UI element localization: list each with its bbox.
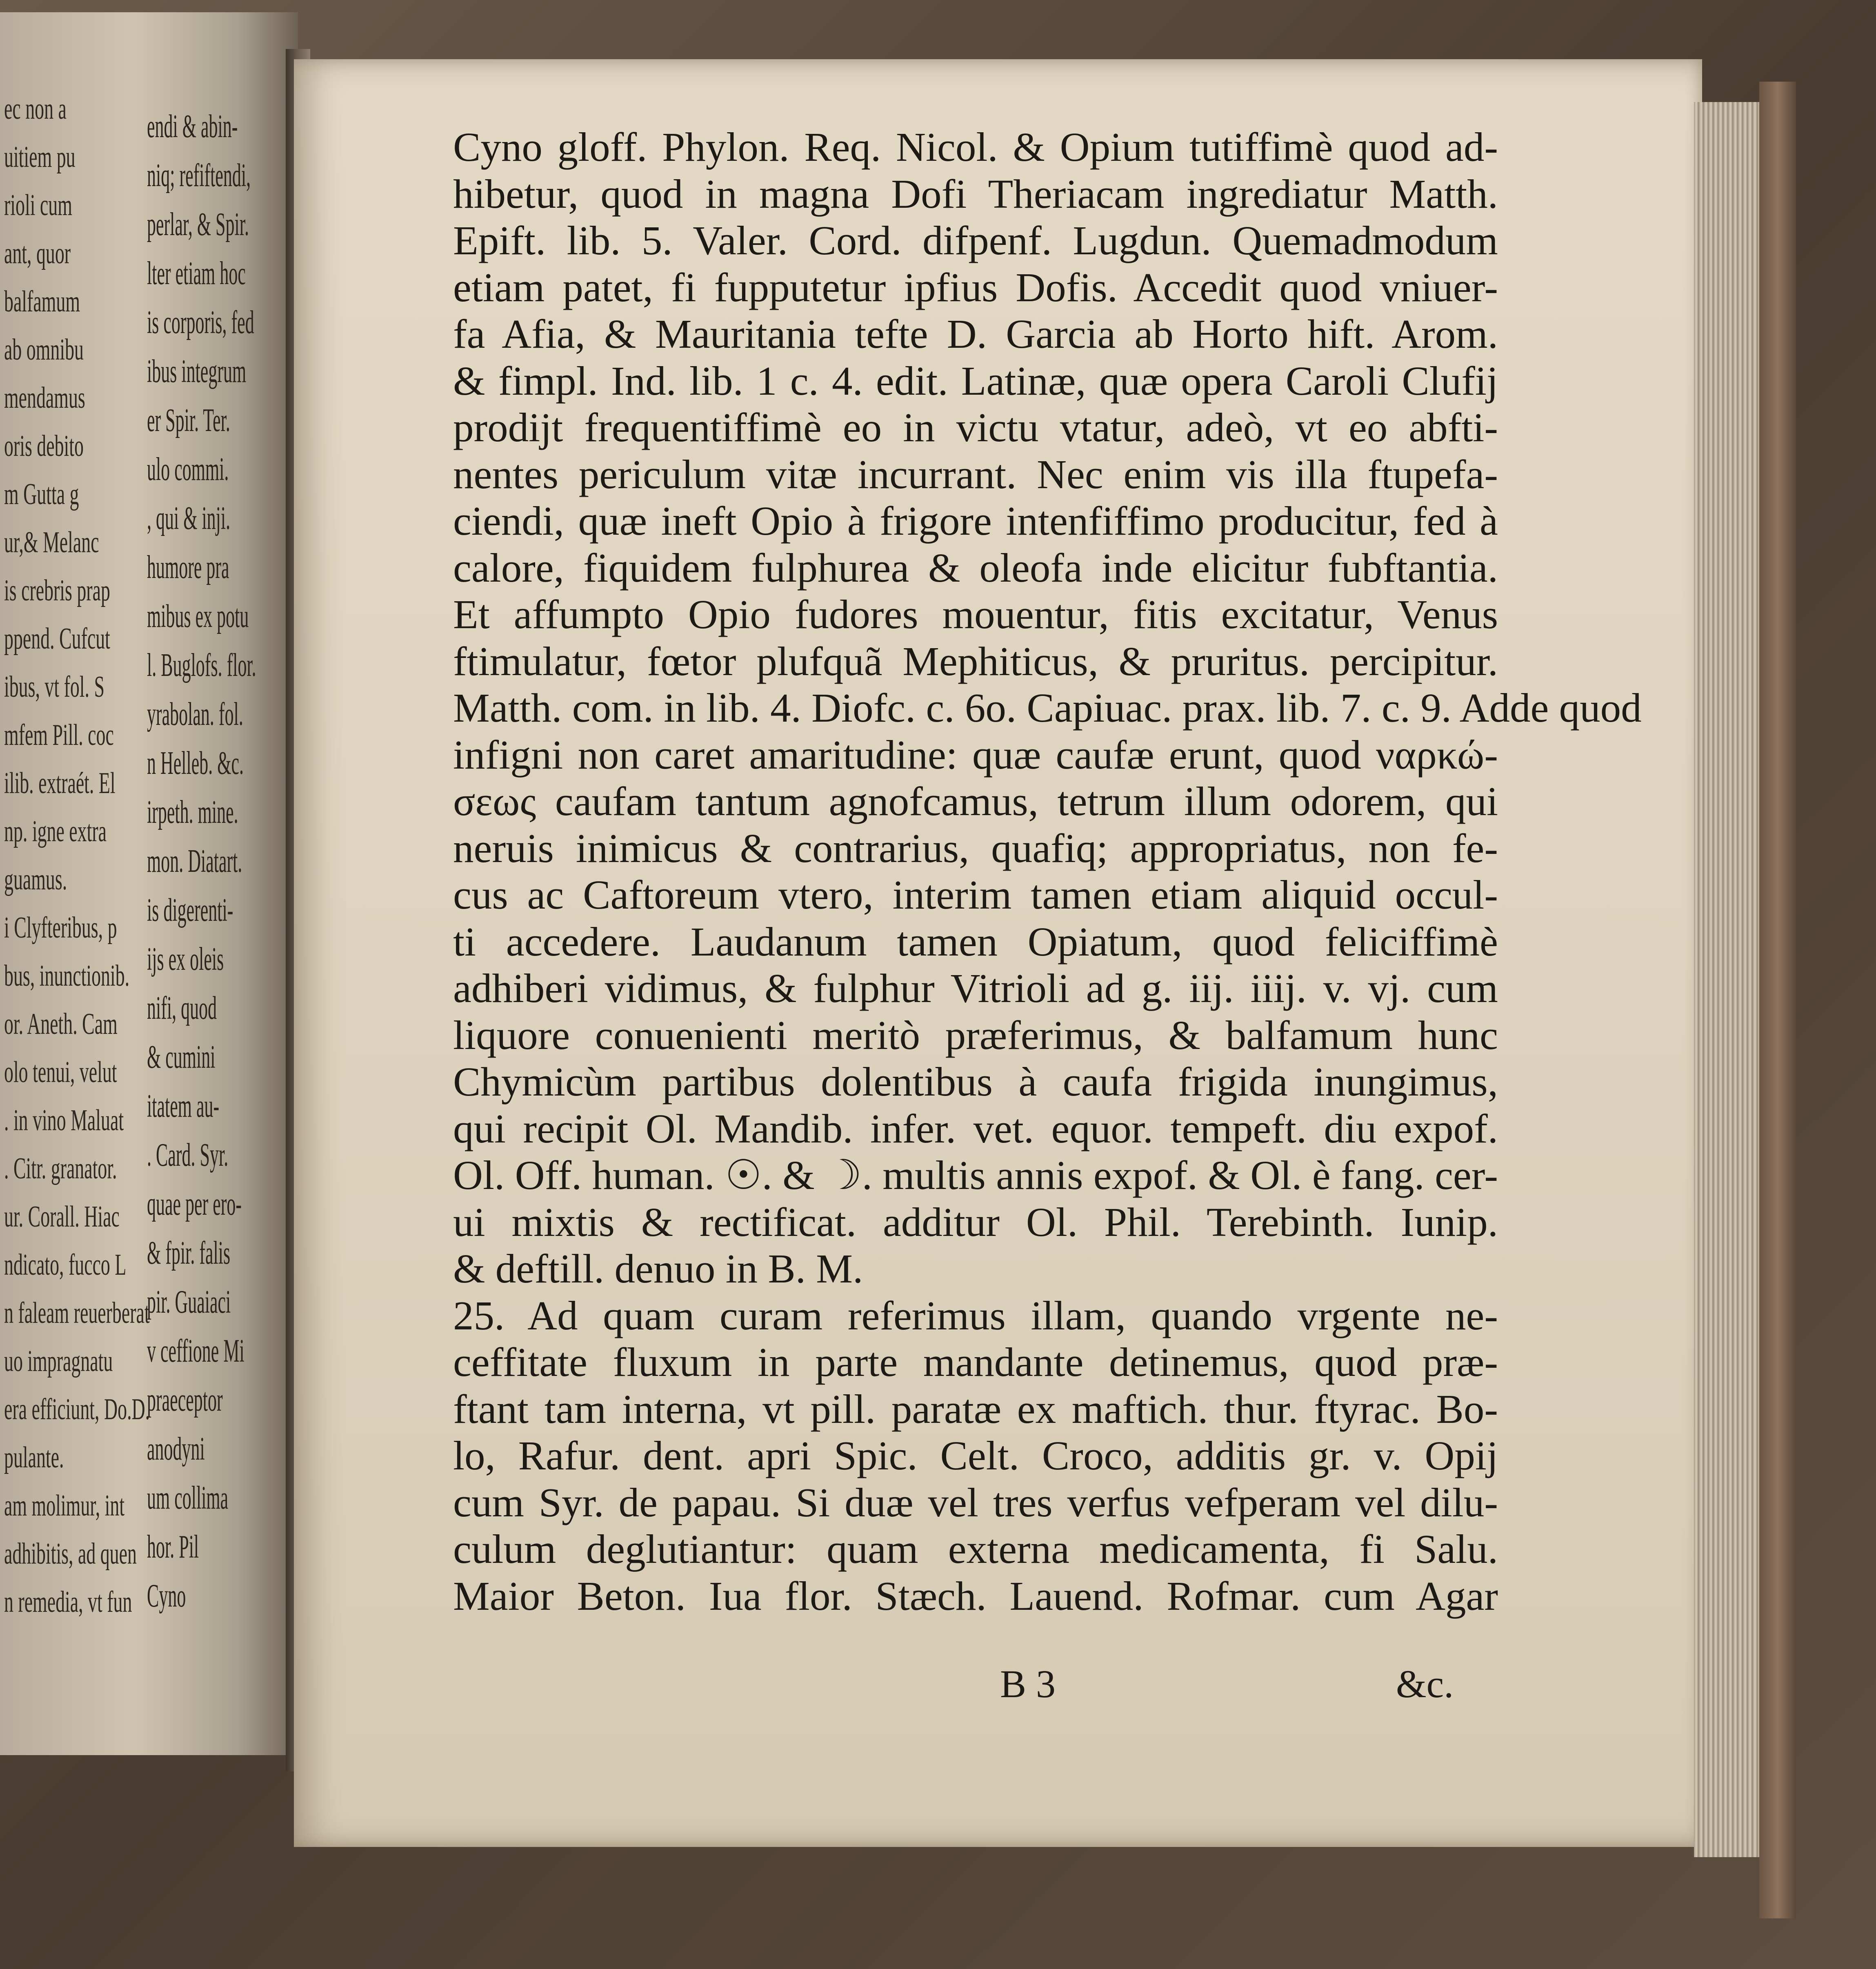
facing-page-line: yrabolan. fol. <box>147 696 243 732</box>
facing-page-line: np. igne extra <box>4 815 107 848</box>
facing-page-line: . Card. Syr. <box>147 1137 229 1173</box>
facing-page-line: perlar, & Spir. <box>147 207 249 242</box>
text-line: nentes periculum vitæ incurrant. Nec enim vis illa ftupefa- <box>453 451 1498 497</box>
facing-page-line: humore pra <box>147 549 229 585</box>
facing-page-line: guamus. <box>4 863 67 896</box>
text-line: adhiberi vidimus, & fulphur Vitrioli ad g. iij. iiij. v. vj. cum <box>453 965 1498 1011</box>
facing-page-line: mendamus <box>4 381 85 415</box>
text-line: infigni non caret amaritudine: quæ caufæ erunt, quod ναρκώ- <box>453 731 1498 778</box>
facing-page-line: ibus, vt fol. S <box>4 670 105 704</box>
catchword: &c. <box>1396 1662 1454 1706</box>
text-line: ftant tam interna, vt pill. paratæ ex maftich. thur. ftyrac. Bo- <box>453 1386 1498 1432</box>
facing-page-line: n Helleb. &c. <box>147 745 244 781</box>
text-line: hibetur, quod in magna Dofi Theriacam ingrediatur Matth. <box>453 171 1498 217</box>
facing-page-line: er Spir. Ter. <box>147 402 230 438</box>
facing-page-line: v ceffione Mi <box>147 1333 245 1369</box>
facing-page-line: l. Buglofs. flor. <box>147 647 256 683</box>
facing-page-line: uitiem pu <box>4 140 76 174</box>
facing-page-line: lter etiam hoc <box>147 256 246 291</box>
text-line: fa Afia, & Mauritania tefte D. Garcia ab Horto hift. Arom. <box>453 311 1498 357</box>
page-edges <box>1694 102 1767 1857</box>
facing-page-line: & cumini <box>147 1039 216 1075</box>
facing-page-line: ilib. extraét. El <box>4 767 116 800</box>
facing-page-line: nifi, quod <box>147 990 217 1026</box>
book-cover-edge <box>1759 82 1796 1918</box>
facing-page-line: uo impragnatu <box>4 1345 113 1378</box>
facing-page-line: anodyni <box>147 1431 205 1467</box>
facing-page-line: , qui & inji. <box>147 500 231 536</box>
text-line: liquore conuenienti meritò præferimus, & balfamum hunc <box>453 1012 1498 1058</box>
text-line: culum deglutiantur: quam externa medicamenta, fi Salu. <box>453 1526 1498 1572</box>
text-line: ui mixtis & rectificat. additur Ol. Phil. Terebinth. Iunip. <box>453 1199 1498 1245</box>
facing-page-line: irpeth. mine. <box>147 794 238 830</box>
signature-mark: B 3 <box>1000 1662 1056 1706</box>
text-line: Matth. com. in lib. 4. Diofc. c. 6o. Capiuac. prax. lib. 7. c. 9. Adde quod <box>453 685 1642 731</box>
text-line: lo, Rafur. dent. apri Spic. Celt. Croco, additis gr. v. Opij <box>453 1433 1498 1478</box>
facing-page-line: n remedia, vt fun <box>4 1585 132 1619</box>
text-line: neruis inimicus & contrarius, quafiq; appropriatus, non fe- <box>453 825 1498 871</box>
facing-page-line: olo tenui, velut <box>4 1056 117 1089</box>
facing-page-line: bus, inunctionib. <box>4 959 130 993</box>
facing-page-line: niq; refiftendi, <box>147 158 251 193</box>
facing-page-line: ppend. Cufcut <box>4 622 110 656</box>
facing-page-line: pulante. <box>4 1441 64 1474</box>
text-line: etiam patet, fi fupputetur ipfius Dofis. Accedit quod vniuer- <box>453 264 1498 310</box>
facing-page-line: quae per ero- <box>147 1186 242 1222</box>
facing-page-line: . Citr. granator. <box>4 1152 117 1185</box>
facing-page-line: hor. Pil <box>147 1529 199 1565</box>
text-line: ti accedere. Laudanum tamen Opiatum, quod feliciffimè <box>453 918 1498 964</box>
text-line: & fimpl. Ind. lib. 1 c. 4. edit. Latinæ, quæ opera Caroli Clufij <box>453 358 1498 404</box>
text-line: cus ac Caftoreum vtero, interim tamen etiam aliquid occul- <box>453 872 1498 918</box>
facing-page-line: . in vino Maluat <box>4 1104 124 1137</box>
facing-page-line: balfamum <box>4 285 80 318</box>
text-line: qui recipit Ol. Mandib. infer. vet. equor. tempeft. diu expof. <box>453 1105 1498 1151</box>
text-line: ceffitate fluxum in parte mandante detinemus, quod præ- <box>453 1339 1498 1385</box>
facing-page-line: ndicato, fucco L <box>4 1248 127 1282</box>
facing-page-line: ur. Corall. Hiac <box>4 1200 120 1233</box>
text-line: cum Syr. de papau. Si duæ vel tres verfus vefperam vel dilu- <box>453 1479 1498 1525</box>
facing-page-line: am molimur, int <box>4 1489 125 1522</box>
facing-page-line: ur,& Melanc <box>4 526 99 559</box>
text-line: & deftill. denuo in B. M. <box>453 1246 863 1291</box>
facing-page-line: mon. Diatart. <box>147 843 242 879</box>
text-line: Et affumpto Opio fudores mouentur, fitis excitatur, Venus <box>453 591 1498 637</box>
facing-page-line: Cyno <box>147 1578 186 1614</box>
text-line: σεως caufam tantum agnofcamus, tetrum illum odorem, qui <box>453 778 1498 824</box>
facing-page-line: ulo commi. <box>147 451 229 487</box>
facing-page-line: & fpir. falis <box>147 1235 231 1271</box>
facing-page-line: mfem Pill. coc <box>4 718 114 752</box>
facing-page-line: praeceptor <box>147 1382 223 1418</box>
facing-page-line: era efficiunt, Do.D. <box>4 1393 150 1426</box>
text-line: calore, fiquidem fulphurea & oleofa inde elicitur fubftantia. <box>453 544 1498 591</box>
text-line: prodijt frequentiffimè eo in victu vtatur, adeò, vt eo abfti- <box>453 404 1498 450</box>
facing-page-line: or. Aneth. Cam <box>4 1007 118 1041</box>
text-line: Cyno gloff. Phylon. Req. Nicol. & Opium tutiffimè quod ad- <box>453 124 1498 170</box>
facing-page-line: ijs ex oleis <box>147 941 224 977</box>
facing-page-line: oris debito <box>4 429 84 463</box>
facing-page-line: i Clyfteribus, p <box>4 911 117 944</box>
facing-page-line: n faleam reuerberat <box>4 1296 150 1330</box>
facing-page-line: pir. Guaiaci <box>147 1284 231 1320</box>
facing-page-left <box>0 12 298 1755</box>
facing-page-line: itatem au- <box>147 1088 220 1124</box>
facing-page-line: rioli cum <box>4 189 72 222</box>
text-line: Chymicùm partibus dolentibus à caufa frigida inungimus, <box>453 1059 1498 1105</box>
facing-page-line: is crebris prap <box>4 574 110 607</box>
facing-page-line: ab omnibu <box>4 333 84 367</box>
text-line: Ol. Off. human. ☉. & ☽. multis annis expof. & Ol. è fang. cer- <box>453 1152 1498 1198</box>
facing-page-line: adhibitis, ad quen <box>4 1537 137 1571</box>
text-line: ftimulatur, fœtor plufquã Mephiticus, & pruritus. percipitur. <box>453 638 1498 684</box>
facing-page-line: is corporis, fed <box>147 304 254 340</box>
facing-page-line: um collima <box>147 1480 229 1516</box>
facing-page-line: ibus integrum <box>147 353 247 389</box>
facing-page-line: ec non a <box>4 92 67 126</box>
facing-page-line: is digerenti- <box>147 892 233 928</box>
facing-page-line: m Gutta g <box>4 478 79 511</box>
text-line: ciendi, quæ ineft Opio à frigore intenfiffimo producitur, fed à <box>453 498 1498 544</box>
facing-page-line: mibus ex potu <box>147 598 249 634</box>
text-line: 25. Ad quam curam referimus illam, quando vrgente ne- <box>453 1292 1498 1338</box>
text-line: Maior Beton. Iua flor. Stæch. Lauend. Rofmar. cum Agar <box>453 1573 1498 1619</box>
facing-page-line: ant, quor <box>4 237 71 270</box>
text-line: Epift. lib. 5. Valer. Cord. difpenf. Lugdun. Quemadmodum <box>453 218 1498 263</box>
facing-page-line: endi & abin- <box>147 109 238 144</box>
